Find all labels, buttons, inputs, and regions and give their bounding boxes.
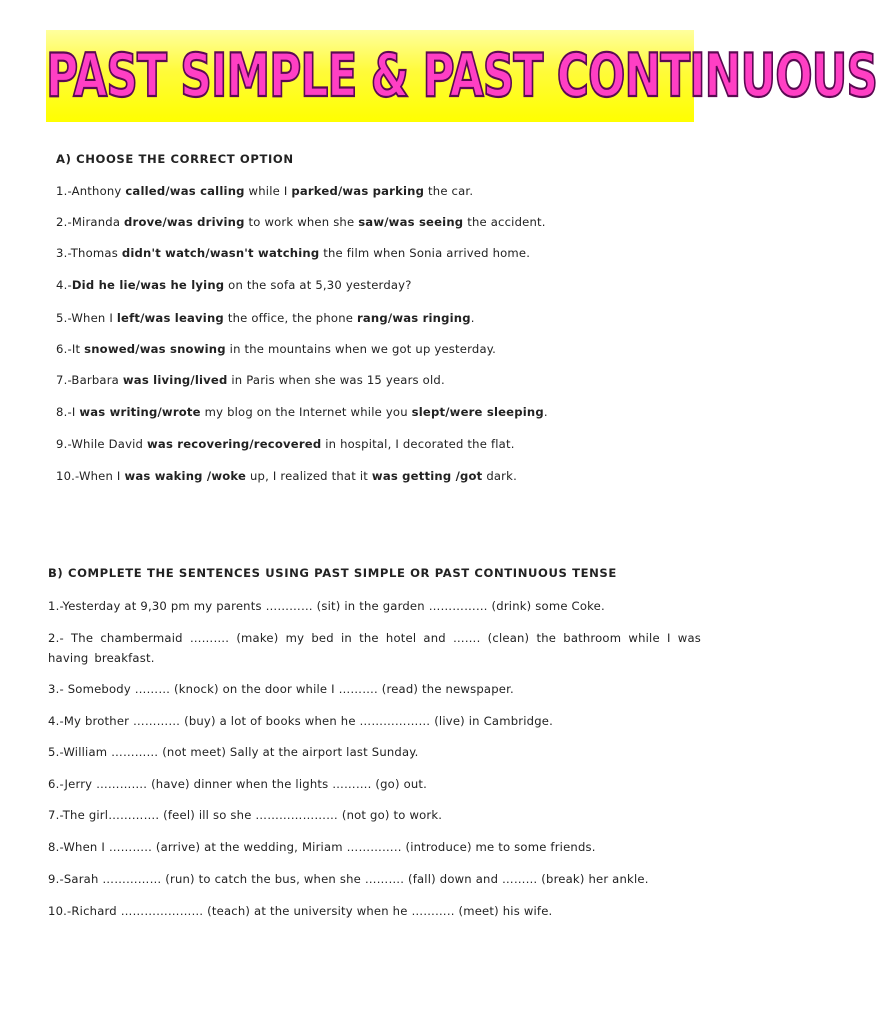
section-b-heading: B) COMPLETE THE SENTENCES USING PAST SIMPLE OR PAST CONTINUOUS TENSE bbox=[48, 566, 617, 580]
exercise-a-item bbox=[56, 311, 475, 325]
sentence-text: up, I realized that it bbox=[246, 469, 372, 483]
answer-options: Did he lie/was he lying bbox=[71, 278, 225, 292]
answer-options: didn't watch/wasn't watching bbox=[121, 246, 320, 260]
answer-options: was waking /woke bbox=[124, 469, 247, 483]
sentence-text: 5.-When I bbox=[56, 311, 117, 325]
exercise-b-item: 5.-William ………… (not meet) Sally at the airport last Sunday. bbox=[48, 745, 419, 759]
exercise-a-item bbox=[56, 184, 473, 198]
answer-options: left/was leaving bbox=[116, 311, 224, 325]
sentence-text: dark. bbox=[482, 469, 517, 483]
answer-options: rang/was ringing bbox=[356, 311, 471, 325]
answer-options: drove/was driving bbox=[124, 215, 245, 229]
sentence-text: the car. bbox=[424, 184, 474, 198]
exercise-b-item: 4.-My brother ………… (buy) a lot of books when he ……………… (live) in Cambridge. bbox=[48, 714, 553, 728]
exercise-a-item bbox=[56, 469, 517, 483]
answer-options: was living/lived bbox=[122, 373, 228, 387]
sentence-text: 6.-It bbox=[56, 342, 85, 356]
sentence-text: on the sofa at 5,30 yesterday? bbox=[224, 278, 412, 292]
exercise-a-item bbox=[56, 437, 515, 451]
answer-options: was getting /got bbox=[371, 469, 483, 483]
sentence-text: 9.-While David bbox=[56, 437, 148, 451]
exercise-b-item: 10.-Richard ………………… (teach) at the university when he ……….. (meet) his wife. bbox=[48, 904, 553, 918]
sentence-text: 1.-Anthony bbox=[56, 184, 126, 198]
exercise-b-item: 8.-When I ……….. (arrive) at the wedding, Miriam ………….. (introduce) me to some friends. bbox=[48, 840, 596, 854]
exercise-b-item: 7.-The girl…………. (feel) ill so she ………………… (not go) to work. bbox=[48, 808, 443, 822]
page-title: PAST SIMPLE & PAST CONTINUOUS bbox=[46, 42, 877, 111]
answer-options: slept/were sleeping bbox=[411, 405, 544, 419]
sentence-text: 7.-Barbara bbox=[56, 373, 123, 387]
sentence-text: . bbox=[543, 405, 548, 419]
answer-options: parked/was parking bbox=[291, 184, 425, 198]
title-banner bbox=[46, 30, 877, 122]
answer-options: was writing/wrote bbox=[79, 405, 201, 419]
sentence-text: in hospital, I decorated the flat. bbox=[321, 437, 515, 451]
section-a-heading: A) CHOOSE THE CORRECT OPTION bbox=[56, 152, 294, 166]
sentence-text: my blog on the Internet while you bbox=[200, 405, 412, 419]
answer-options: called/was calling bbox=[125, 184, 245, 198]
exercise-a-item bbox=[56, 215, 546, 229]
sentence-text: the film when Sonia arrived home. bbox=[319, 246, 531, 260]
exercise-b-item: 3.- Somebody ……… (knock) on the door while I ………. (read) the newspaper. bbox=[48, 682, 514, 696]
sentence-text: in Paris when she was 15 years old. bbox=[227, 373, 445, 387]
exercise-a-item bbox=[56, 246, 530, 260]
sentence-text: 3.-Thomas bbox=[56, 246, 122, 260]
sentence-text: 4.- bbox=[56, 278, 72, 292]
sentence-text: 8.-I bbox=[56, 405, 80, 419]
exercise-b-item: 2.- The chambermaid ………. (make) my bed in the hotel and ……. (clean) the bathroom while I was having breakfast. bbox=[48, 631, 701, 665]
exercise-b-item: 9.-Sarah …………… (run) to catch the bus, when she ………. (fall) down and ……… (break) her ankle. bbox=[48, 872, 649, 886]
sentence-text: 2.-Miranda bbox=[56, 215, 125, 229]
answer-options: was recovering/recovered bbox=[147, 437, 322, 451]
exercise-a-item bbox=[56, 373, 445, 387]
sentence-text: while I bbox=[244, 184, 292, 198]
sentence-text: . bbox=[470, 311, 475, 325]
sentence-text: in the mountains when we got up yesterday. bbox=[225, 342, 497, 356]
exercise-a-item bbox=[56, 278, 412, 292]
answer-options: snowed/was snowing bbox=[84, 342, 226, 356]
exercise-b-item: 1.-Yesterday at 9,30 pm my parents ………… (sit) in the garden …………… (drink) some Coke. bbox=[48, 599, 605, 613]
sentence-text: 10.-When I bbox=[56, 469, 125, 483]
sentence-text: to work when she bbox=[244, 215, 359, 229]
answer-options: saw/was seeing bbox=[358, 215, 464, 229]
exercise-a-item bbox=[56, 342, 496, 356]
sentence-text: the office, the phone bbox=[223, 311, 357, 325]
exercise-b-item: 6.-Jerry …………. (have) dinner when the lights ………. (go) out. bbox=[48, 777, 428, 791]
sentence-text: the accident. bbox=[463, 215, 546, 229]
exercise-a-item bbox=[56, 405, 548, 419]
